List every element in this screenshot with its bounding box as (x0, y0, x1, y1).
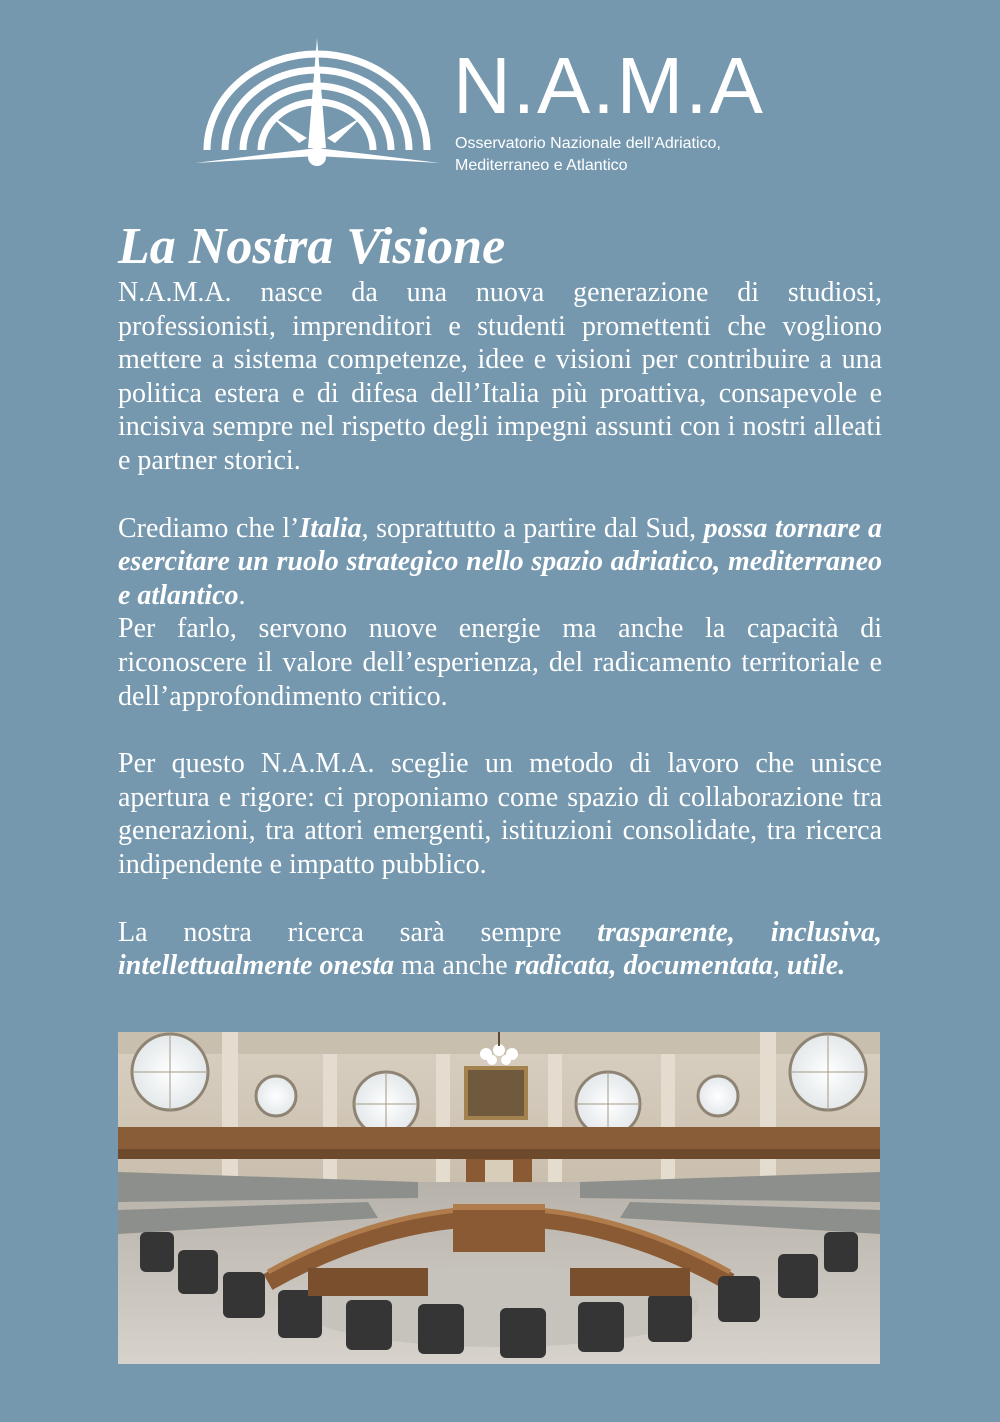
brand-subtitle-line-1: Osservatorio Nazionale dell’Adriatico, (455, 135, 721, 152)
brand-name: N.A.M.A (453, 41, 765, 130)
paragraph-method: Per questo N.A.M.A. sceglie un metodo di lavoro che unisce apertura e rigore: ci proponiamo come spazio di collaborazione tra generazioni, tra attori emergenti, istituzioni consolidate, tra ricerca indipendente e impatto pubblico. (118, 748, 882, 880)
belief-emphasis-italia: Italia (299, 512, 362, 544)
vision-section (118, 218, 882, 983)
paragraph-belief (118, 512, 882, 613)
paragraph-research (118, 916, 882, 983)
belief-text-1: Crediamo che l’ (118, 512, 300, 544)
research-emphasis-2: radicata, documentata (514, 950, 773, 982)
research-text-1: La nostra ricerca sarà sempre (118, 916, 598, 948)
compass-arcs-logo-icon (195, 38, 440, 173)
research-emphasis-3: utile. (786, 950, 846, 982)
research-text-3: , (772, 950, 787, 982)
page-title: La Nostra Visione (118, 218, 506, 275)
brand-logo (195, 38, 795, 178)
belief-text-3: . (238, 579, 246, 611)
brand-subtitle-line-2: Mediterraneo e Atlantico (455, 157, 628, 174)
research-emphasis-1: trasparente, inclusiva, intellettualmente onesta (118, 916, 883, 982)
assembly-hall-photo (118, 1032, 880, 1364)
brand-subtitle (455, 133, 721, 177)
belief-emphasis-role: possa tornare a esercitare un ruolo strategico nello spazio adriatico, mediterraneo e atlantico (118, 512, 882, 611)
paragraph-intro: N.A.M.A. nasce da una nuova generazione di studiosi, professionisti, imprenditori e studenti promettenti che vogliono mettere a sistema competenze, idee e visioni per contribuire a una politica estera e di difesa dell’Italia più proattiva, consapevole e incisiva sempre nel rispetto degli impegni assunti con i nostri alleati e partner storici. (118, 277, 882, 476)
research-text-2: ma anche (394, 950, 515, 982)
paragraph-energy: Per farlo, servono nuove energie ma anche la capacità di riconoscere il valore dell’esperienza, del radicamento territoriale e dell’approfondimento critico. (118, 613, 882, 712)
belief-text-2: , soprattutto a partire dal Sud, (361, 512, 704, 544)
